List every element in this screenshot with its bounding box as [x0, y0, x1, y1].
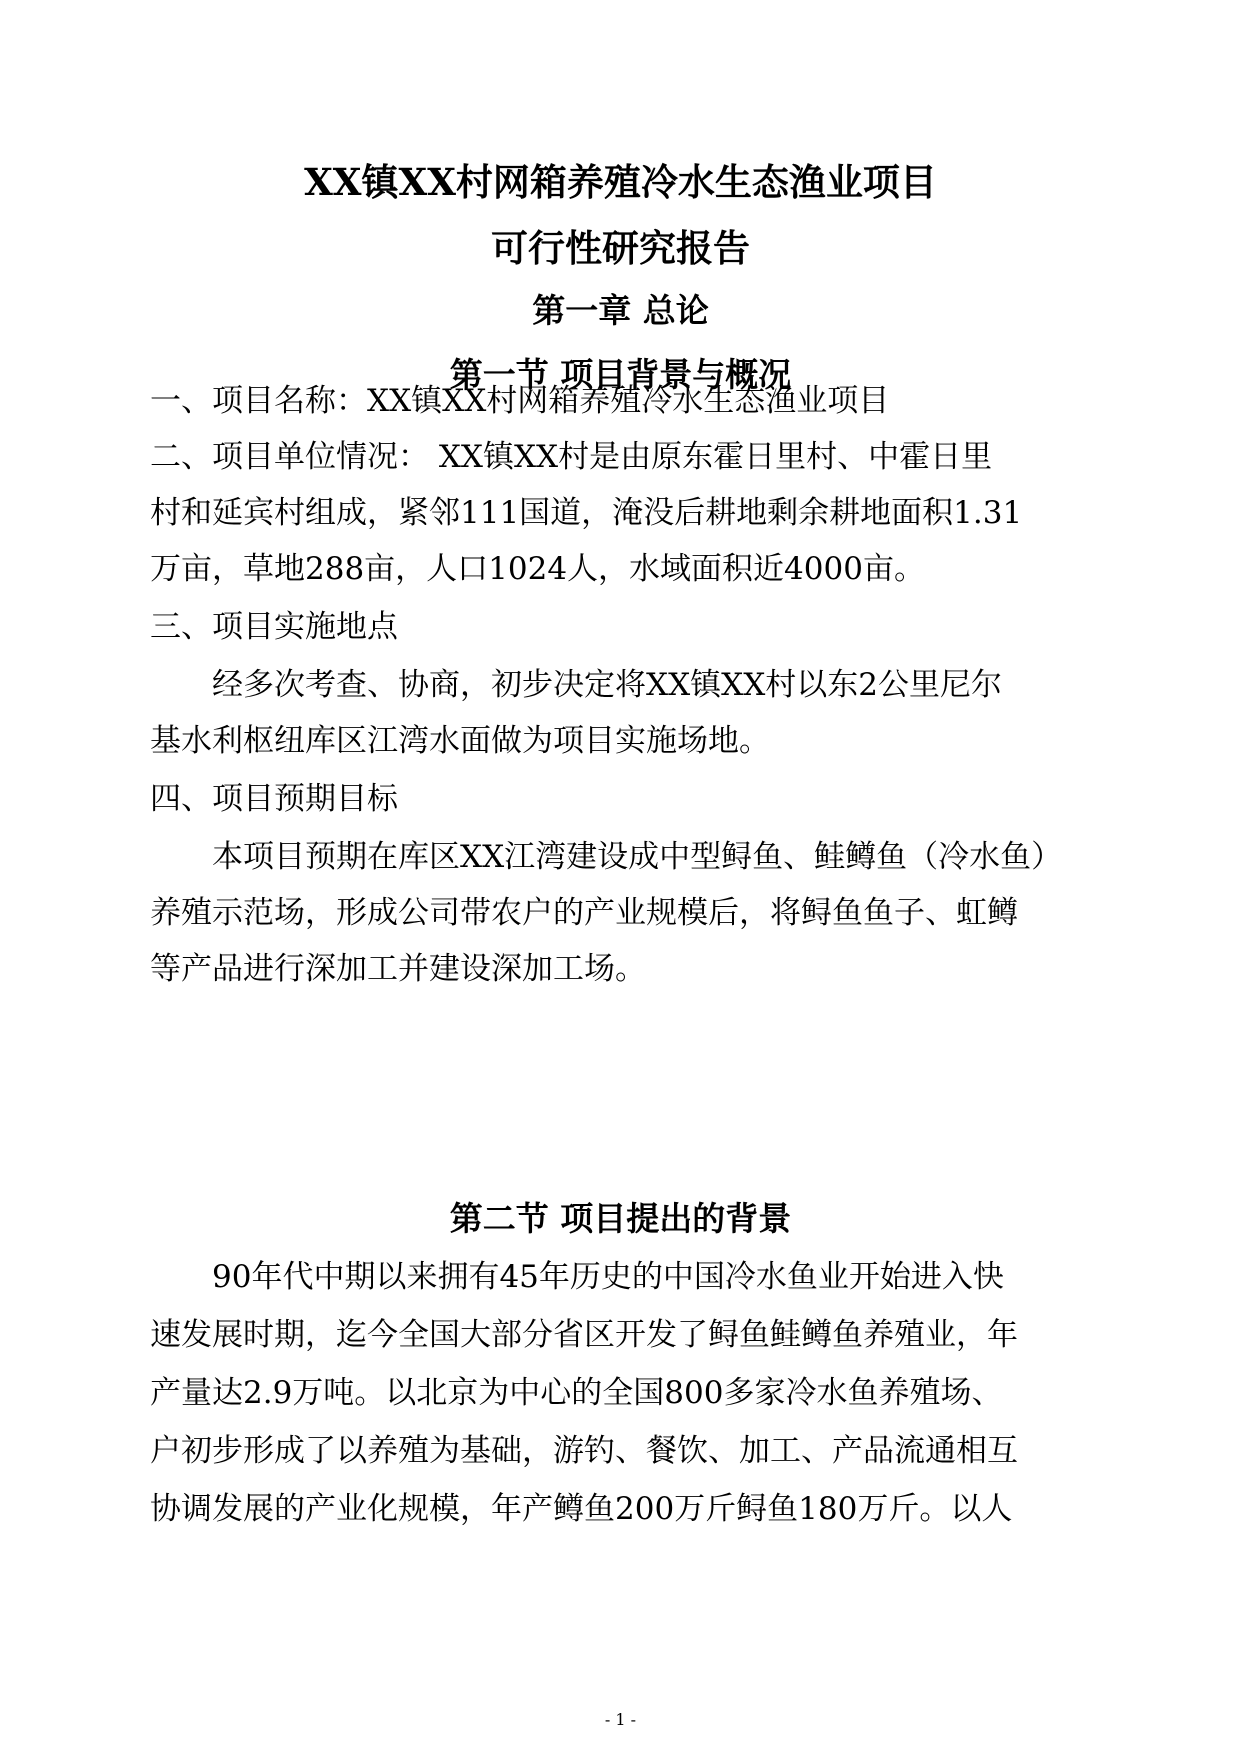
- location-line2: 基水利枢纽库区江湾水面做为项目实施场地。: [150, 723, 770, 759]
- page-number: - 1 -: [604, 1710, 637, 1729]
- report-title-line2: 可行性研究报告: [491, 226, 750, 270]
- location-line1: 经多次考查、协商，初步决定将XX镇XX村以东2公里尼尔: [212, 667, 1002, 703]
- background-line3: 产量达2.9万吨。以北京为中心的全国800多家冷水鱼养殖场、: [150, 1375, 1003, 1411]
- goal-line3: 等产品进行深加工并建设深加工场。: [150, 951, 646, 987]
- background-line4: 户初步形成了以养殖为基础，游钓、餐饮、加工、产品流通相互: [150, 1433, 1018, 1469]
- report-title-line1: XX镇XX村网箱养殖冷水生态渔业项目: [304, 160, 937, 204]
- location-heading: 三、项目实施地点: [150, 609, 398, 645]
- goal-line2: 养殖示范场，形成公司带农户的产业规模后，将鲟鱼鱼子、虹鳟: [150, 895, 1018, 931]
- goal-heading: 四、项目预期目标: [150, 781, 398, 817]
- background-line5: 协调发展的产业化规模，年产鳟鱼200万斤鲟鱼180万斤。以人: [150, 1491, 1013, 1527]
- section2-heading: 第二节 项目提出的背景: [449, 1199, 792, 1238]
- goal-line1: 本项目预期在库区XX江湾建设成中型鲟鱼、鲑鳟鱼（冷水鱼）: [212, 839, 1063, 875]
- unit-info-line3: 万亩，草地288亩，人口1024人，水域面积近4000亩。: [150, 551, 925, 587]
- unit-info-line2: 村和延宾村组成，紧邻111国道，淹没后耕地剩余耕地面积1.31: [150, 495, 1023, 531]
- section1-heading: 第一节 项目背景与概况: [449, 355, 792, 394]
- background-line2: 速发展时期，迄今全国大部分省区开发了鲟鱼鲑鳟鱼养殖业，年: [150, 1317, 1018, 1353]
- project-name-line: 一、项目名称：XX镇XX村网箱养殖冷水生态渔业项目: [150, 383, 890, 419]
- background-line1: 90年代中期以来拥有45年历史的中国冷水鱼业开始进入快: [212, 1259, 1004, 1295]
- unit-info-line1: 二、项目单位情况： XX镇XX村是由原东霍日里村、中霍日里: [150, 439, 993, 475]
- chapter-heading: 第一章 总论: [532, 291, 709, 330]
